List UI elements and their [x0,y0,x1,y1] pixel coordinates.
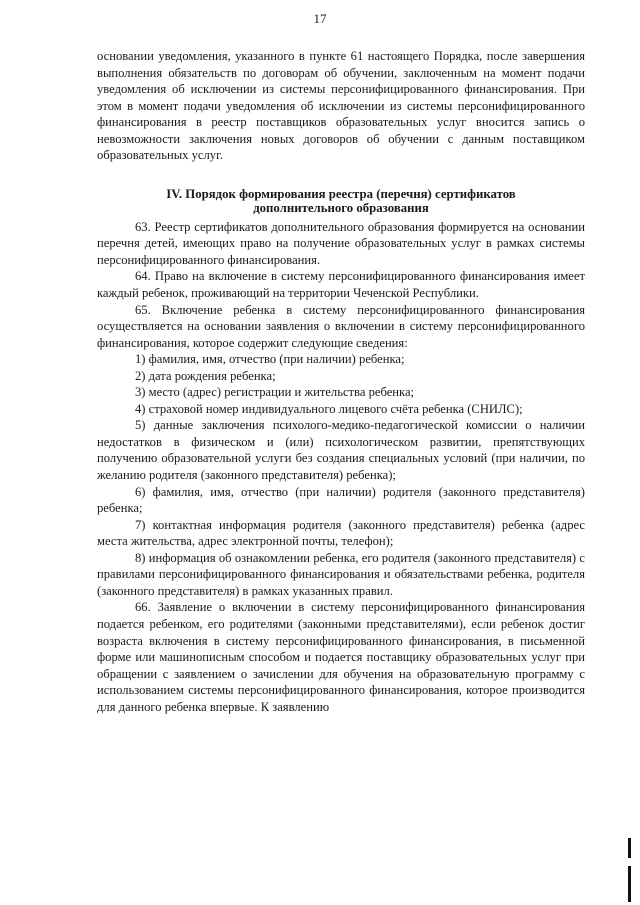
list-item: 8) информация об ознакомлении ребенка, его родителя (законного представителя) с правилами персонифицированного финансирования и обязательствами ребенка, родителя (законного представителя) в рамках указанных правил. [97,550,585,598]
list-item: 5) данные заключения психолого-медико-педагогической комиссии о наличии недостатков в физическом и (или) психологическом развитии, препятствующих получению образовательной услуги без создания специальных условий (при наличии, по желанию родителя (законного представителя) ребенка); [97,418,585,483]
paragraph-64: 64. Право на включение в систему персонифицированного финансирования имеет каждый ребенок, проживающий на территории Чеченской Республики. [97,269,585,301]
list-item: 3) место (адрес) регистрации и жительства ребенка; [135,385,415,400]
list-item: 6) фамилия, имя, отчество (при наличии) родителя (законного представителя) ребенка; [97,484,585,516]
paragraph-65: 65. Включение ребенка в систему персонифицированного финансирования осуществляется на основании заявления о включении в систему персонифицированного финансирования, которое содержит следующие сведения: [97,302,585,350]
list-item: 2) дата рождения ребенка; [135,368,276,383]
scan-edge-mark [628,866,631,902]
section-title-line-2: дополнительного образования [253,200,429,215]
intro-paragraph: основании уведомления, указанного в пункте 61 настоящего Порядка, после завершения выполнения обязательств по договорам об обучении, заключенным на момент подачи уведомления об исключении из системы персонифицированного финансирования. При этом в момент подачи уведомления об исключении из системы персонифицированного финансирования в реестр поставщиков образовательных услуг вносится запись о невозможности заключения новых договоров об обучении с данным поставщиком образовательных услуг. [97,49,585,163]
list-item: 7) контактная информация родителя (законного представителя) ребенка (адрес места жительства, адрес электронной почты, телефон); [97,517,585,549]
list-item: 4) страховой номер индивидуального лицевого счёта ребенка (СНИЛС); [135,401,523,416]
section-heading [97,187,585,215]
page-number: 17 [313,11,327,26]
paragraph-63: 63. Реестр сертификатов дополнительного образования формируется на основании перечня детей, имеющих право на получение образовательных услуг в рамках системы персонифицированного финансирования. [97,219,585,267]
document-body [97,48,585,715]
list-item: 1) фамилия, имя, отчество (при наличии) ребенка; [135,352,405,367]
paragraph-66: 66. Заявление о включении в систему персонифицированного финансирования подается ребенком, его родителями (законными представителями), если ребенок достиг возраста включения в систему персонифицированного финансирования, в письменной форме или машинописным способом и подается поставщику образовательных услуг при обращении с заявлением о зачислении для обучения на образовательную программу с использованием системы персонифицированного финансирования, которое производится для данного ребенка впервые. К заявлению [97,600,585,714]
section-title-line-1: IV. Порядок формирования реестра (перечня) сертификатов [166,186,516,201]
scan-edge-mark [628,838,631,858]
